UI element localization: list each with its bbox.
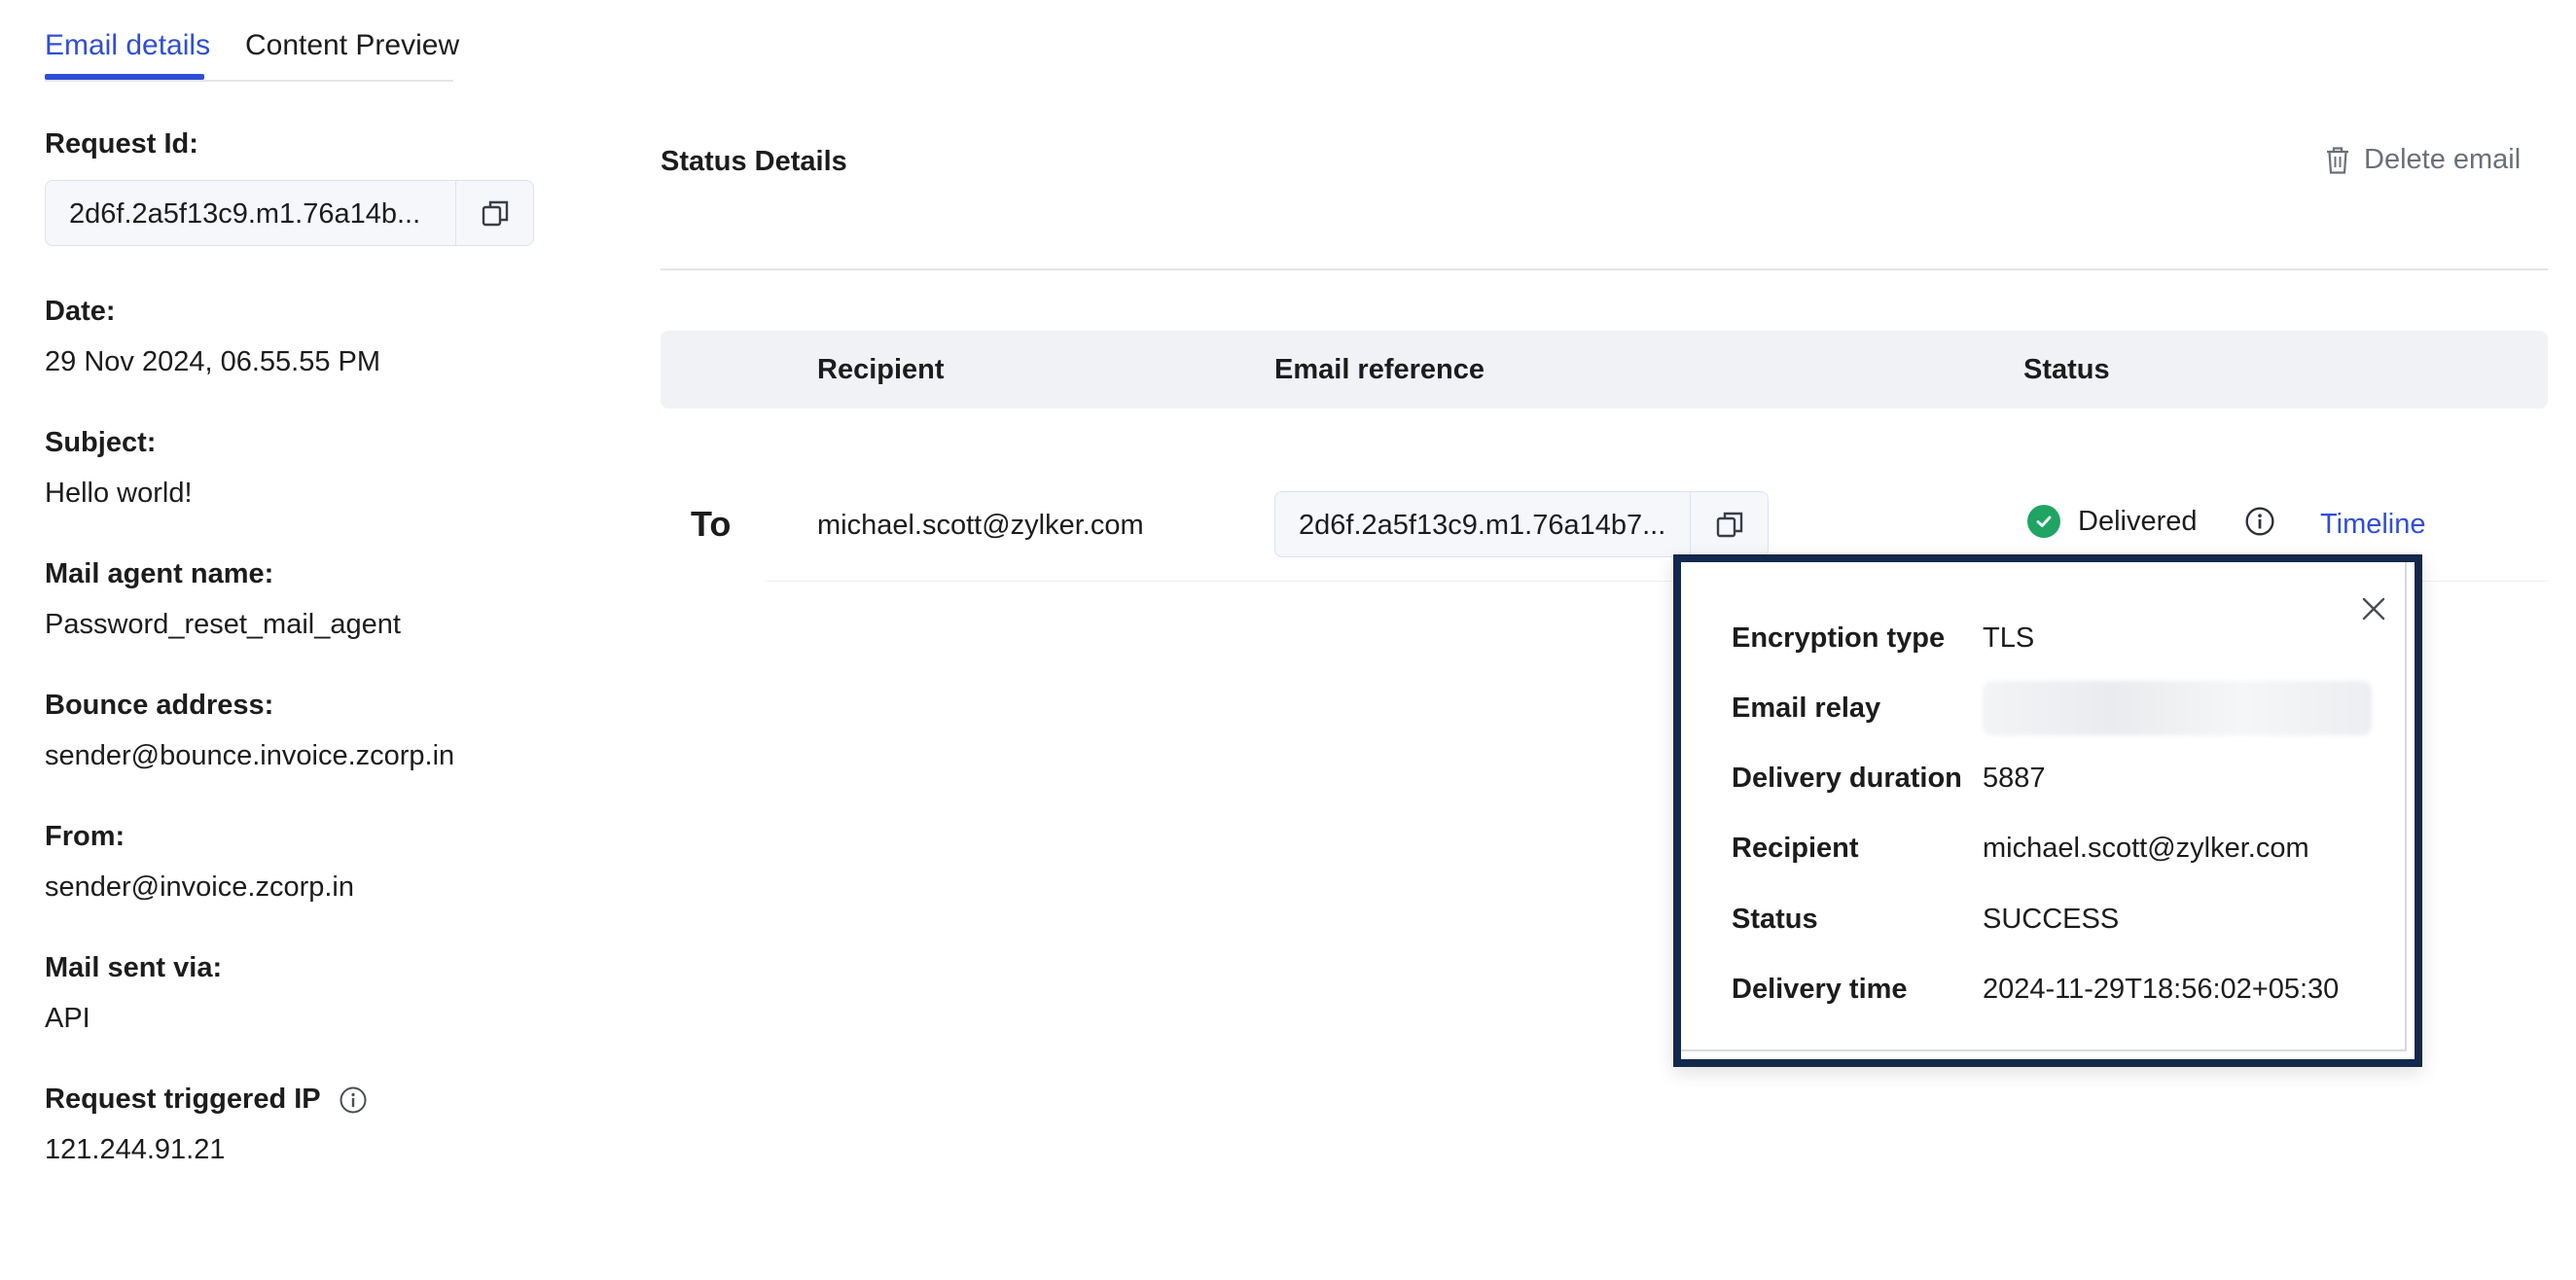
copy-icon [1715,510,1744,539]
ip-value: 121.244.91.21 [45,1134,226,1165]
popover-value-status: SUCCESS [1983,904,2120,935]
row-recipient-email: michael.scott@zylker.com [817,510,1144,541]
status-info-icon[interactable] [2244,506,2275,537]
status-details-title: Status Details [661,146,847,177]
popover-key-encryption: Encryption type [1732,622,1946,654]
ip-label-row [45,1084,368,1116]
status-cell [2027,505,2275,538]
popover-inner [1681,562,2407,1051]
popover-key-delivery-time: Delivery time [1732,974,1908,1005]
agent-value: Password_reset_mail_agent [45,609,401,640]
email-reference-value: 2d6f.2a5f13c9.m1.76a14b7... [1299,510,1666,541]
popover-value-duration: 5887 [1983,763,2046,794]
section-divider [661,268,2548,270]
via-label: Mail sent via: [45,952,223,983]
status-delivered: Delivered [2078,505,2198,537]
popover-key-duration: Delivery duration [1732,763,1962,794]
delete-email-label: Delete email [2364,144,2522,175]
copy-reference-button[interactable] [1690,492,1768,556]
delete-email-button[interactable] [2325,144,2521,176]
status-table-header [661,331,2548,409]
agent-label: Mail agent name: [45,558,274,589]
date-label: Date: [45,296,116,327]
active-tab-indicator [45,74,204,80]
request-id-value: 2d6f.2a5f13c9.m1.76a14b... [69,198,421,230]
subject-value: Hello world! [45,478,193,509]
subject-label: Subject: [45,427,157,458]
request-id-field [45,180,534,246]
popover-key-status: Status [1732,904,1818,935]
from-value: sender@invoice.zcorp.in [45,871,354,903]
date-value: 29 Nov 2024, 06.55.55 PM [45,346,381,377]
tab-email-details[interactable]: Email details [45,29,211,61]
ip-label: Request triggered IP [45,1084,321,1115]
email-reference-field [1274,491,1769,557]
close-icon[interactable] [2359,594,2388,623]
delivery-details-popover [1673,554,2422,1067]
info-icon[interactable] [339,1085,368,1115]
copy-request-id-button[interactable] [455,181,533,245]
via-value: API [45,1003,90,1034]
tab-bar [45,0,460,82]
header-status: Status [2023,354,2110,385]
header-email-reference: Email reference [1274,354,1485,385]
header-recipient: Recipient [817,354,945,385]
tab-content-preview[interactable]: Content Preview [245,29,460,61]
popover-key-relay: Email relay [1732,693,1881,724]
popover-value-encryption: TLS [1983,622,2035,654]
email-relay-redacted [1983,681,2372,735]
request-id-label: Request Id: [45,128,198,160]
popover-value-delivery-time: 2024-11-29T18:56:02+05:30 [1983,974,2340,1005]
bounce-label: Bounce address: [45,690,274,721]
copy-icon [481,198,510,228]
check-circle-icon [2027,505,2060,538]
recipient-type: To [691,504,732,544]
timeline-link[interactable]: Timeline [2320,509,2426,540]
bounce-value: sender@bounce.invoice.zcorp.in [45,740,455,771]
popover-value-recipient: michael.scott@zylker.com [1983,833,2309,864]
trash-icon [2325,146,2350,175]
from-label: From: [45,821,125,852]
popover-key-recipient: Recipient [1732,833,1859,864]
